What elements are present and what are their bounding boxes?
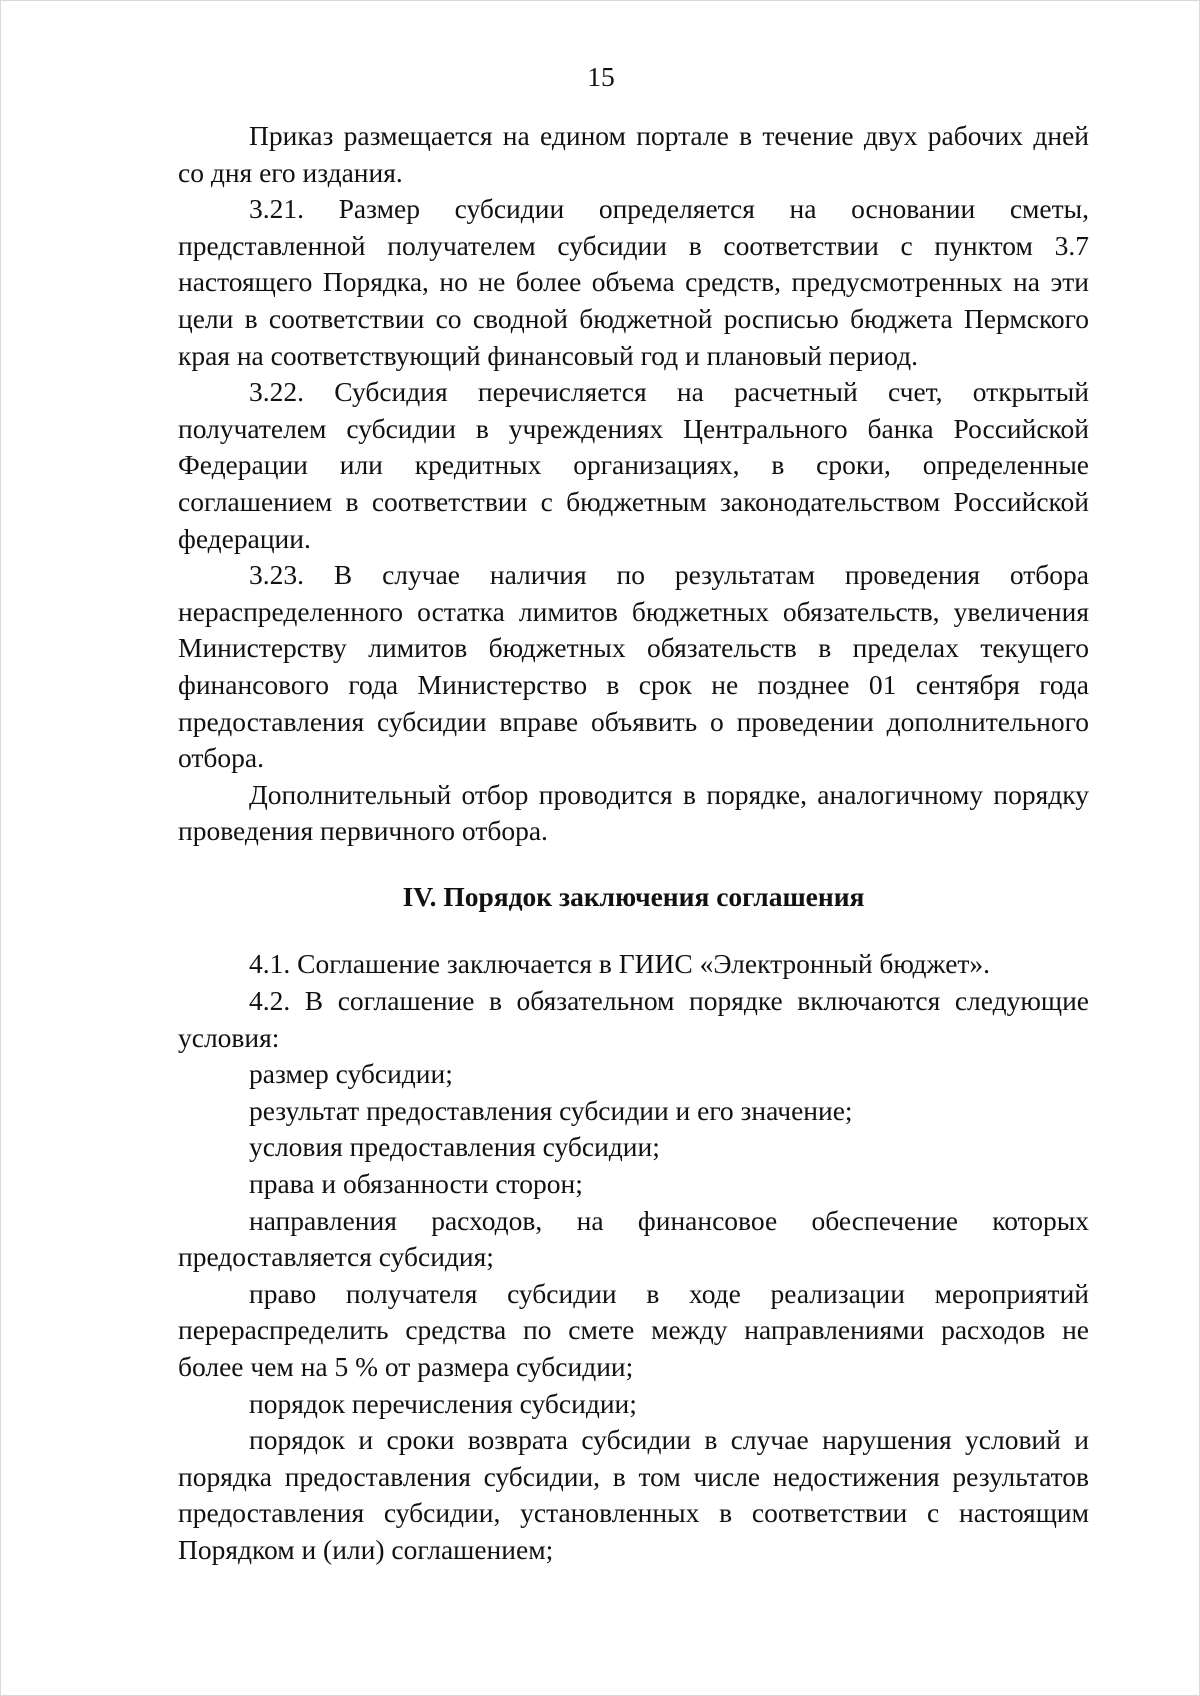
condition-return-procedure: порядок и сроки возврата субсидии в случае нарушения условий и порядка предоставления субсидии, в том числе недостижения результатов предоставления субсидии, установленных в соответствии с настоящим Порядком и (или) соглашением; xyxy=(178,1424,1089,1565)
paragraph-4-2: 4.2. В соглашение в обязательном порядке включаются следующие условия: xyxy=(178,985,1089,1053)
condition-expense-directions: направления расходов, на финансовое обеспечение которых предоставляется субсидия; xyxy=(178,1204,1089,1273)
paragraph-order-publication: Приказ размещается на едином портале в течение двух рабочих дней со дня его издания. xyxy=(178,120,1089,188)
condition-transfer-procedure: порядок перечисления субсидии; xyxy=(249,1387,637,1419)
condition-provision-terms: условия предоставления субсидии; xyxy=(249,1131,660,1163)
condition-result-value: результат предоставления субсидии и его значение; xyxy=(249,1094,853,1126)
condition-subsidy-amount: размер субсидии; xyxy=(249,1058,453,1090)
paragraph-3-21: 3.21. Размер субсидии определяется на основании сметы, представленной получателем субсидии в соответствии с пунктом 3.7 настоящего Порядка, но не более объема средств, предусмотренных на эти цели в соответствии со сводной бюджетной росписью бюджета Пермского края на соответствующий финансовый год и плановый период. xyxy=(178,193,1089,371)
page-number: 15 xyxy=(587,61,615,92)
paragraph-additional-selection: Дополнительный отбор проводится в порядке, аналогичному порядку проведения первичного отбора. xyxy=(178,778,1089,847)
section-heading: IV. Порядок заключения соглашения xyxy=(402,880,865,912)
paragraph-3-23: 3.23. В случае наличия по результатам проведения отбора нераспределенного остатка лимитов бюджетных обязательств, увеличения Министерству лимитов бюджетных обязательств в пределах текущего финансового года Министерство в срок не позднее 01 сентября года предоставления субсидии вправе объявить о проведении дополнительного отбора. xyxy=(178,559,1089,774)
condition-rights-obligations: права и обязанности сторон; xyxy=(249,1168,583,1200)
paragraph-4-1: 4.1. Соглашение заключается в ГИИС «Электронный бюджет». xyxy=(249,948,991,980)
condition-redistribution-right: право получателя субсидии в ходе реализации мероприятий перераспределить средства по смете между направлениями расходов не более чем на 5 % от размера субсидии; xyxy=(178,1277,1089,1382)
document-body xyxy=(178,118,1089,1569)
paragraph-3-22: 3.22. Субсидия перечисляется на расчетный счет, открытый получателем субсидии в учреждениях Центрального банка Российской Федерации или кредитных организациях, в сроки, определенные соглашением в соответствии с бюджетным законодательством Российской федерации. xyxy=(178,376,1089,554)
